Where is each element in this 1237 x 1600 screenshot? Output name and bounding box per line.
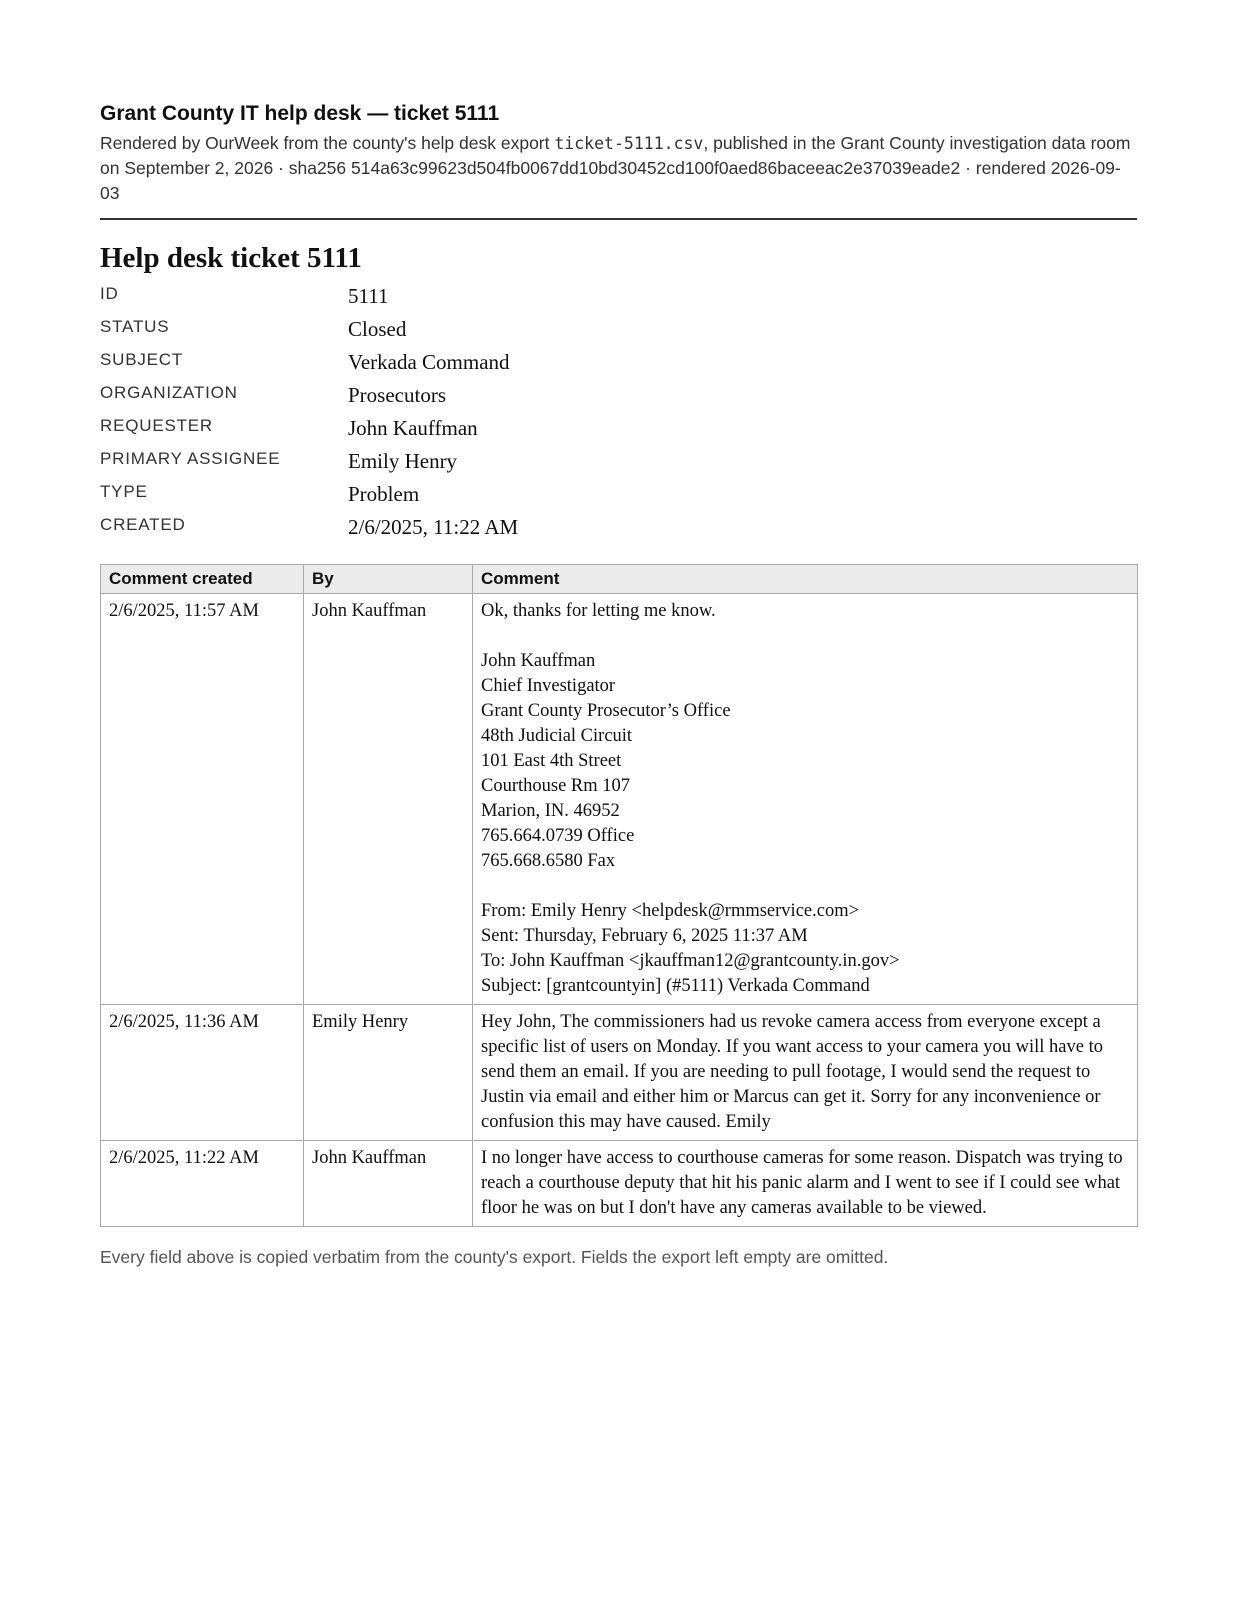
ticket-heading: Help desk ticket 5111 — [100, 242, 362, 274]
source-note — [100, 131, 1137, 206]
field-value: Problem — [348, 482, 420, 506]
field-row-organization — [100, 381, 1137, 414]
field-row-id — [100, 282, 1137, 315]
field-value: Prosecutors — [348, 383, 446, 407]
field-label: ID — [100, 284, 119, 303]
column-header-by: By — [304, 565, 473, 594]
field-value: John Kauffman — [348, 416, 478, 440]
field-label: TYPE — [100, 482, 148, 501]
source-filename: ticket-5111.csv — [554, 134, 704, 153]
table-row — [101, 594, 1138, 1005]
field-row-type — [100, 480, 1137, 513]
field-row-primary-assignee — [100, 447, 1137, 480]
comment-text: Ok, thanks for letting me know. John Kauffman Chief Investigator Grant County Prosecutor’s Office 48th Judicial Circuit 101 East 4th Street Courthouse Rm 107 Marion, IN. 46952 765.664.0739 Office 765.668.6580 Fax From: Emily Henry <helpdesk@rmmservice.com> Sent: Thursday, February 6, 2025 11:37 AM To: John Kauffman <jkauffman12@grantcounty.in.gov> Subject: [grantcountyin] (#5111) Verkada Command — [473, 594, 1138, 1005]
footnote: Every field above is copied verbatim from the county's export. Fields the export left empty are omitted. — [100, 1247, 889, 1267]
document-header — [100, 100, 1137, 220]
comment-text: Hey John, The commissioners had us revoke camera access from everyone except a specific list of users on Monday. If you want access to your camera you will have to send them an email. If you are needing to pull footage, I would send the request to Justin via email and either him or Marcus can get it. Sorry for any inconvenience or confusion this may have caused. Emily — [473, 1005, 1138, 1141]
comments-header-row — [101, 565, 1138, 594]
comment-created: 2/6/2025, 11:57 AM — [101, 594, 304, 1005]
document-page — [100, 100, 1137, 1287]
field-label: STATUS — [100, 317, 170, 336]
field-row-created — [100, 513, 1137, 546]
comment-created: 2/6/2025, 11:36 AM — [101, 1005, 304, 1141]
field-label: PRIMARY ASSIGNEE — [100, 449, 281, 468]
table-row — [101, 1005, 1138, 1141]
field-label: CREATED — [100, 515, 186, 534]
field-row-subject — [100, 348, 1137, 381]
field-value: 2/6/2025, 11:22 AM — [348, 515, 519, 539]
column-header-created: Comment created — [101, 565, 304, 594]
comment-author: Emily Henry — [304, 1005, 473, 1141]
source-prefix: Rendered by OurWeek from the county's help desk export — [100, 133, 555, 153]
field-row-requester — [100, 414, 1137, 447]
comment-text: I no longer have access to courthouse cameras for some reason. Dispatch was trying to reach a courthouse deputy that hit his panic alarm and I went to see if I could see what floor he was on but I don't have any cameras available to be viewed. — [473, 1141, 1138, 1227]
source-suffix: , published in the Grant County investigation data room on September 2, 2026 · sha256 514a63c99623d504fb0067dd10bd30452cd100f0aed86baceeac2e37039eade2 · rendered 2026-09-03 — [100, 133, 1131, 203]
field-label: REQUESTER — [100, 416, 213, 435]
comment-author: John Kauffman — [304, 594, 473, 1005]
field-value: Emily Henry — [348, 449, 458, 473]
field-label: SUBJECT — [100, 350, 184, 369]
field-value: Closed — [348, 317, 407, 341]
table-row — [101, 1141, 1138, 1227]
comments-table — [100, 564, 1138, 1227]
field-row-status — [100, 315, 1137, 348]
comment-author: John Kauffman — [304, 1141, 473, 1227]
field-label: ORGANIZATION — [100, 383, 238, 402]
field-value: 5111 — [348, 284, 389, 308]
ticket-fields — [100, 282, 1137, 546]
comment-created: 2/6/2025, 11:22 AM — [101, 1141, 304, 1227]
field-value: Verkada Command — [348, 350, 510, 374]
document-title: Grant County IT help desk — ticket 5111 — [100, 102, 500, 125]
column-header-comment: Comment — [473, 565, 1138, 594]
